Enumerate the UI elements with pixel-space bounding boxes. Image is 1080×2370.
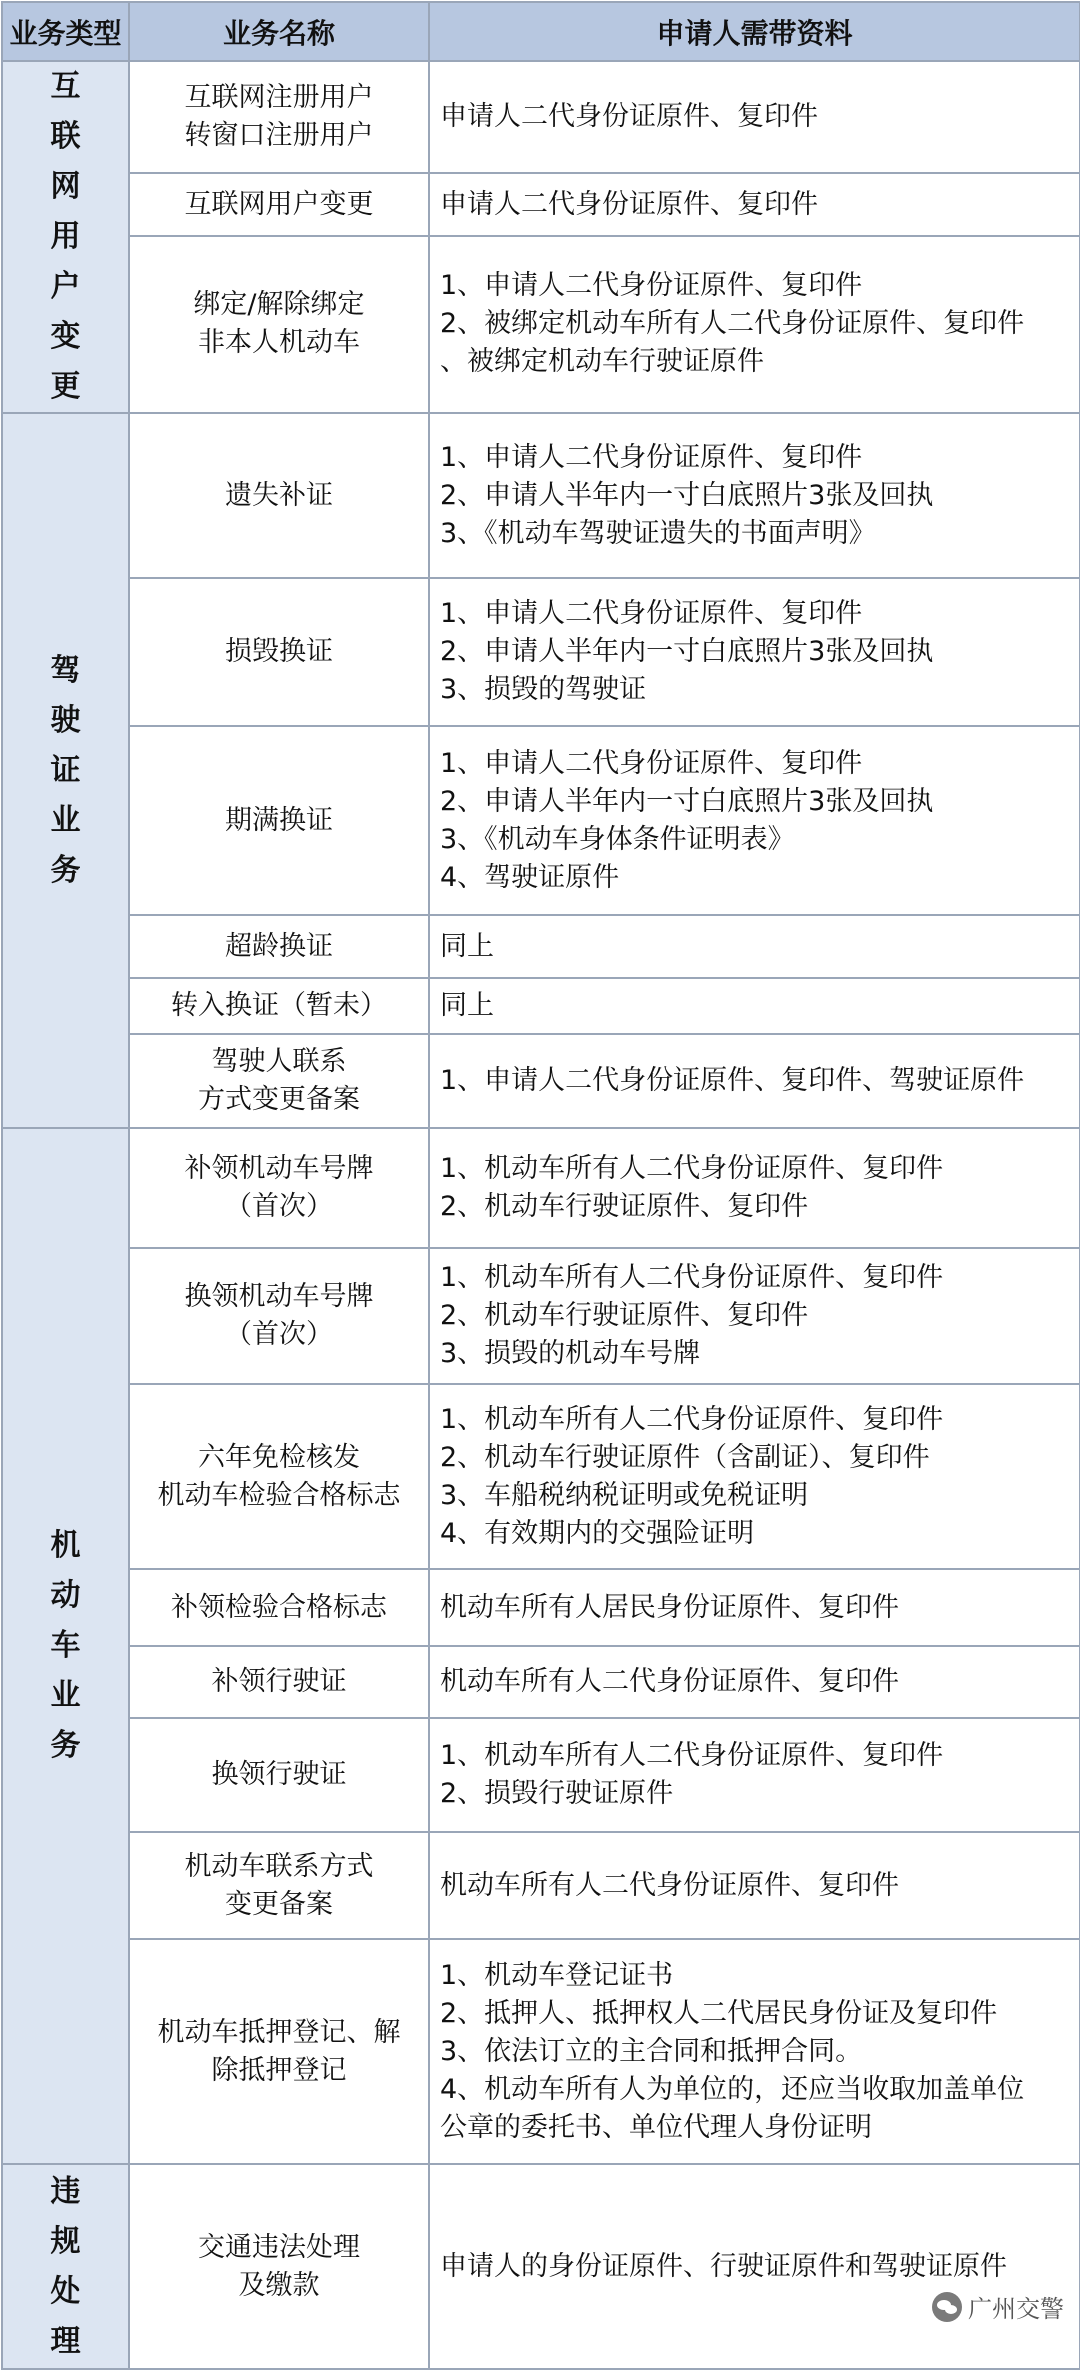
service-name: 超龄换证: [129, 915, 429, 978]
table-row: [2, 1939, 1080, 2164]
service-requirements: 机动车所有人二代身份证原件、复印件: [429, 1832, 1080, 1939]
service-requirements: 申请人二代身份证原件、复印件: [429, 173, 1080, 236]
category-vehicle: 机动车业务: [2, 1128, 129, 2164]
wechat-icon: [932, 2292, 962, 2322]
service-requirements: 1、申请人二代身份证原件、复印件、驾驶证原件: [429, 1034, 1080, 1128]
service-requirements: 1、机动车所有人二代身份证原件、复印件 2、机动车行驶证原件、复印件 3、损毁的机动车号牌: [429, 1248, 1080, 1384]
service-name: 换领机动车号牌 （首次）: [129, 1248, 429, 1384]
table-row: [2, 1248, 1080, 1384]
service-requirements: 1、机动车登记证书 2、抵押人、抵押权人二代居民身份证及复印件 3、依法订立的主合同和抵押合同。 4、机动车所有人为单位的，还应当收取加盖单位 公章的委托书、单位代理人身份证明: [429, 1939, 1080, 2164]
watermark: [932, 2289, 1064, 2324]
service-requirements: 同上: [429, 915, 1080, 978]
service-name: 六年免检核发 机动车检验合格标志: [129, 1384, 429, 1569]
header-requirements: 申请人需带资料: [429, 2, 1080, 61]
table-row: [2, 978, 1080, 1034]
service-requirements: 1、申请人二代身份证原件、复印件 2、申请人半年内一寸白底照片3张及回执 3、《机动车驾驶证遗失的书面声明》: [429, 413, 1080, 578]
service-name: 补领行驶证: [129, 1646, 429, 1718]
service-requirements: 1、申请人二代身份证原件、复印件 2、申请人半年内一寸白底照片3张及回执 3、损毁的驾驶证: [429, 578, 1080, 726]
service-name: 补领检验合格标志: [129, 1569, 429, 1646]
header-type: 业务类型: [2, 2, 129, 61]
service-name: 驾驶人联系 方式变更备案: [129, 1034, 429, 1128]
service-requirements: 1、机动车所有人二代身份证原件、复印件 2、机动车行驶证原件、复印件: [429, 1128, 1080, 1248]
service-requirements: 1、申请人二代身份证原件、复印件 2、申请人半年内一寸白底照片3张及回执 3、《机动车身体条件证明表》 4、驾驶证原件: [429, 726, 1080, 915]
table-row: [2, 915, 1080, 978]
service-name: 遗失补证: [129, 413, 429, 578]
service-name: 互联网用户变更: [129, 173, 429, 236]
service-name: 损毁换证: [129, 578, 429, 726]
service-name: 转入换证（暂未）: [129, 978, 429, 1034]
table-header-row: [2, 2, 1080, 61]
service-requirements: 1、机动车所有人二代身份证原件、复印件 2、损毁行驶证原件: [429, 1718, 1080, 1832]
table-row: [2, 413, 1080, 578]
watermark-text: 广州交警: [968, 2295, 1064, 2323]
category-license: 驾驶证业务: [2, 413, 129, 1128]
category-internet: 互联网用户变更: [2, 61, 129, 413]
service-requirements: 1、机动车所有人二代身份证原件、复印件 2、机动车行驶证原件（含副证）、复印件 3、车船税纳税证明或免税证明 4、有效期内的交强险证明: [429, 1384, 1080, 1569]
table-row: [2, 726, 1080, 915]
table-row: [2, 1569, 1080, 1646]
table-row: [2, 61, 1080, 173]
table-row: [2, 1034, 1080, 1128]
table-row: [2, 173, 1080, 236]
table-row: [2, 1384, 1080, 1569]
service-requirements: 机动车所有人居民身份证原件、复印件: [429, 1569, 1080, 1646]
service-requirements: 申请人二代身份证原件、复印件: [429, 61, 1080, 173]
service-requirements: 1、申请人二代身份证原件、复印件 2、被绑定机动车所有人二代身份证原件、复印件 、被绑定机动车行驶证原件: [429, 236, 1080, 413]
service-name: 补领机动车号牌 （首次）: [129, 1128, 429, 1248]
service-name: 交通违法处理 及缴款: [129, 2164, 429, 2369]
table-row: [2, 236, 1080, 413]
service-name: 机动车联系方式 变更备案: [129, 1832, 429, 1939]
table-row: [2, 1832, 1080, 1939]
requirements-table: [1, 1, 1080, 2370]
service-name: 互联网注册用户 转窗口注册用户: [129, 61, 429, 173]
service-name: 绑定/解除绑定 非本人机动车: [129, 236, 429, 413]
table-row: [2, 1718, 1080, 1832]
service-name: 换领行驶证: [129, 1718, 429, 1832]
table-row: [2, 2164, 1080, 2369]
service-name: 期满换证: [129, 726, 429, 915]
table-row: [2, 1128, 1080, 1248]
service-requirements: 申请人的身份证原件、行驶证原件和驾驶证原件: [429, 2164, 1080, 2369]
header-name: 业务名称: [129, 2, 429, 61]
table-row: [2, 578, 1080, 726]
service-requirements: 机动车所有人二代身份证原件、复印件: [429, 1646, 1080, 1718]
service-name: 机动车抵押登记、解 除抵押登记: [129, 1939, 429, 2164]
table-row: [2, 1646, 1080, 1718]
category-violation: 违规处理: [2, 2164, 129, 2369]
service-requirements: 同上: [429, 978, 1080, 1034]
